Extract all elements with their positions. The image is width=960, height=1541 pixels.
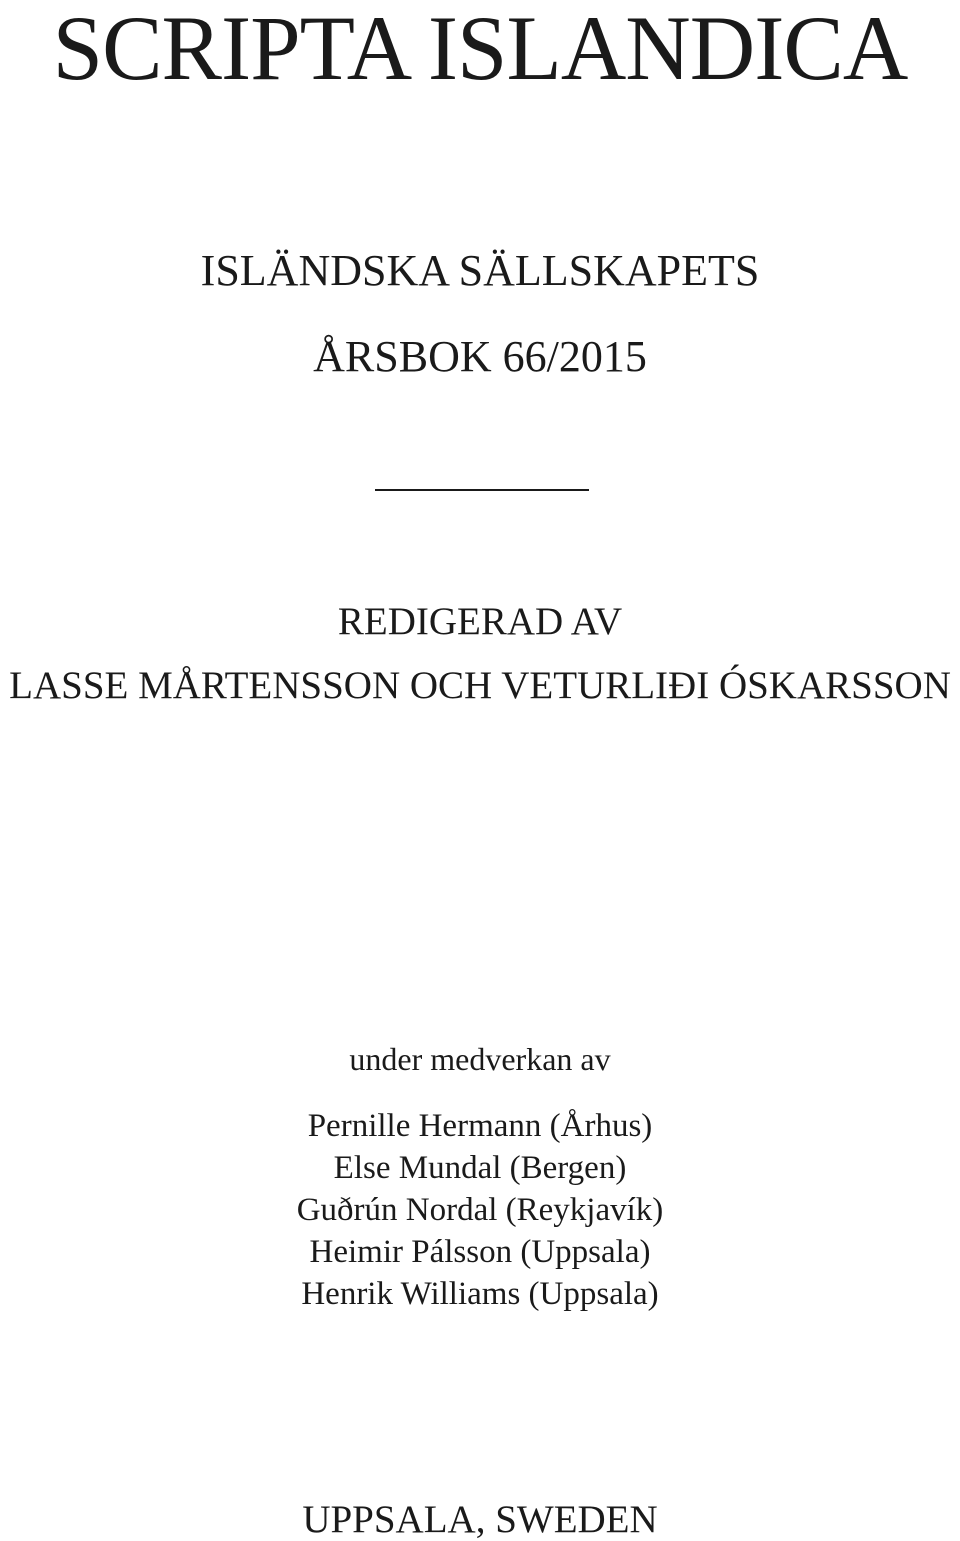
collaborator-item: Henrik Williams (Uppsala) (301, 1276, 659, 1312)
collaborator-item: Heimir Pálsson (Uppsala) (309, 1234, 651, 1270)
collaborator-item: Else Mundal (Bergen) (333, 1150, 627, 1186)
edited-by-label: REDIGERAD AV (337, 600, 623, 643)
series-title: SCRIPTA ISLANDICA (52, 0, 908, 99)
society-line: ISLÄNDSKA SÄLLSKAPETS (200, 246, 760, 295)
collaborator-item: Guðrún Nordal (Reykjavík) (296, 1192, 664, 1228)
collaborator-list (0, 1105, 960, 1315)
collaboration-label: under medverkan av (349, 1041, 611, 1077)
publication-place: UPPSALA, SWEDEN (302, 1498, 658, 1541)
horizontal-divider (375, 489, 589, 491)
editors-line: LASSE MÅRTENSSON OCH VETURLIÐI ÓSKARSSON (9, 664, 951, 707)
collaborator-item: Pernille Hermann (Århus) (307, 1108, 653, 1144)
yearbook-line: ÅRSBOK 66/2015 (313, 332, 647, 381)
